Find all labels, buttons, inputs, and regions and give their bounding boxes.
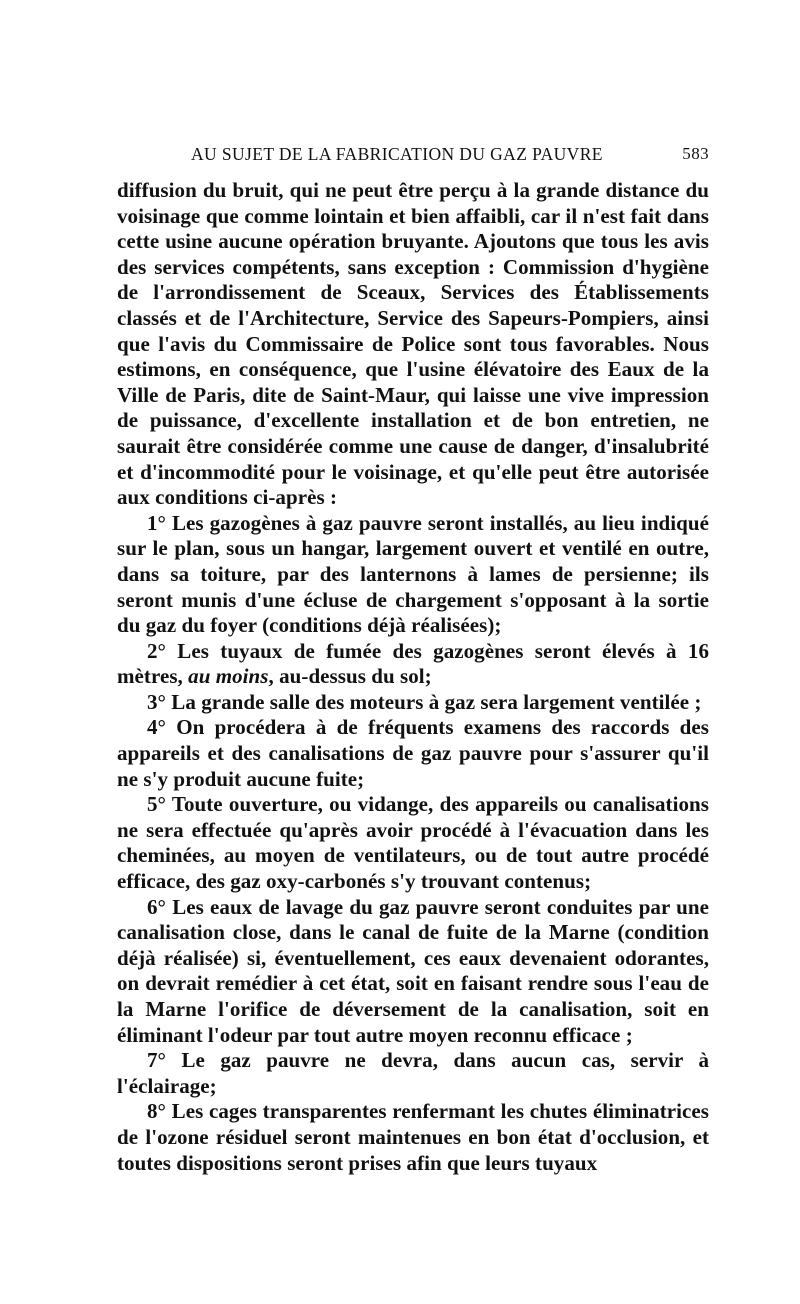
page-number: 583: [682, 144, 709, 163]
condition-6: 6° Les eaux de lavage du gaz pauvre seront conduites par une canalisation close, dans le canal de fuite de la Marne (condition déjà réalisée) si, éventuellement, ces eaux devenaient odorantes, on devrait remédier à cet état, soit en faisant rendre sous l'eau de la Marne l'orifice de déversement de la canalisation, soit en éliminant l'odeur par tout autre moyen reconnu efficace ;: [117, 894, 709, 1047]
running-head: [117, 142, 709, 172]
paragraph-continuation: diffusion du bruit, qui ne peut être perçu à la grande distance du voisinage que comme lointain et bien affaibli, car il n'est fait dans cette usine aucune opération bruyante. Ajoutons que tous les avis des services compétents, sans exception : Commission d'hygiène de l'arrondissement de Sceaux, Services des Établissements classés et de l'Architecture, Service des Sapeurs-Pompiers, ainsi que l'avis du Commissaire de Police sont tous favorables. Nous estimons, en conséquence, que l'usine élévatoire des Eaux de la Ville de Paris, dite de Saint-Maur, qui laisse une vive impression de puissance, d'excellente installation et de bon entretien, ne saurait être considérée comme une cause de danger, d'insalubrité et d'incommodité pour le voisinage, et qu'elle peut être autorisée aux conditions ci-après :: [117, 178, 709, 510]
condition-3: 3° La grande salle des moteurs à gaz sera largement ventilée ;: [147, 689, 702, 714]
running-title: AU SUJET DE LA FABRICATION DU GAZ PAUVRE: [191, 144, 603, 164]
book-page: [117, 142, 709, 1176]
condition-2-text-end: , au-dessus du sol;: [268, 664, 432, 689]
condition-1: 1° Les gazogènes à gaz pauvre seront installés, au lieu indiqué sur le plan, sous un hangar, largement ouvert et ventilé en outre, dans sa toiture, par des lanternons à lames de persienne; ils seront munis d'une écluse de chargement s'opposant à la sortie du gaz du foyer (conditions déjà réalisées);: [117, 510, 709, 638]
condition-5: 5° Toute ouverture, ou vidange, des appareils ou canalisations ne sera effectuée qu'après avoir procédé à l'évacuation dans les cheminées, au moyen de ventilateurs, ou de tout autre procédé efficace, des gaz oxy-carbonés s'y trouvant contenus;: [117, 792, 709, 894]
condition-2-text: 2° Les tuyaux de fumée des gazogènes seront élevés à 16 mètres,: [117, 638, 709, 689]
condition-2-emphasis: au moins: [188, 664, 269, 689]
condition-4: 4° On procédera à de fréquents examens des raccords des appareils et des canalisations de gaz pauvre pour s'assurer qu'il ne s'y produit aucune fuite;: [117, 715, 709, 791]
condition-2: [117, 639, 709, 690]
condition-7: 7° Le gaz pauvre ne devra, dans aucun cas, servir à l'éclairage;: [117, 1048, 709, 1098]
body-text: [117, 178, 709, 1176]
condition-8: 8° Les cages transparentes renfermant les chutes éliminatrices de l'ozone résiduel seront maintenues en bon état d'occlusion, et toutes dispositions seront prises afin que leurs tuyaux: [117, 1099, 709, 1175]
